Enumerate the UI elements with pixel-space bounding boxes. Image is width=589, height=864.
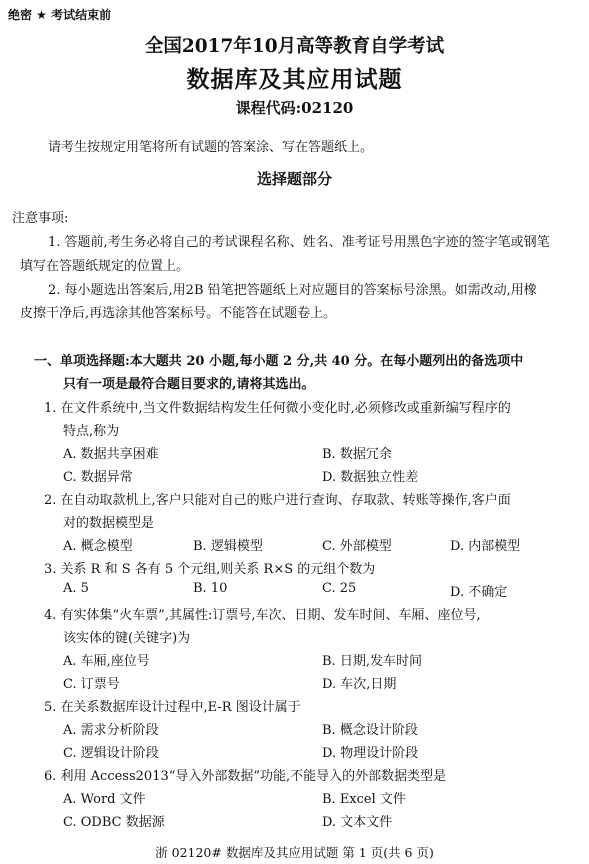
subject-title: 数据库及其应用试题 [186,66,403,93]
question-4-option-d: D. 车次,日期 [322,677,397,692]
question-6-option-d: D. 文本文件 [322,815,393,830]
question-2-stem-line-2: 对的数据模型是 [63,516,155,531]
question-3-stem: 3. 关系 R 和 S 各有 5 个元组,则关系 R×S 的元组个数为 [44,562,376,577]
question-2-stem-line-1: 2. 在自动取款机上,客户只能对自己的账户进行查询、存取款、转账等操作,客户面 [44,493,511,508]
question-5-option-c: C. 逻辑设计阶段 [63,746,159,761]
exam-title: 全国2017年10月高等教育自学考试 [144,36,445,57]
question-6-stem: 6. 利用 Access2013“导入外部数据”功能,不能导入的外部数据类型是 [44,769,447,784]
course-code: 课程代码:02120 [235,99,354,117]
question-5-option-b: B. 概念设计阶段 [322,723,418,738]
notice-item-2-line-1: 2. 每小题选出答案后,用2B 铅笔把答题纸上对应题目的答案标号涂黑。如需改动,用橡 [48,283,537,298]
question-4-option-c: C. 订票号 [63,677,120,692]
question-1-stem-line-2: 特点,称为 [63,424,120,439]
question-2-option-d: D. 内部模型 [450,539,521,554]
question-5-option-d: D. 物理设计阶段 [322,746,419,761]
question-1-stem-line-1: 1. 在文件系统中,当文件数据结构发生任何微小变化时,必须修改或重新编写程序的 [44,401,511,416]
question-3-option-b: B. 10 [193,581,228,596]
question-6-option-c: C. ODBC 数据源 [63,815,165,830]
question-2-option-a: A. 概念模型 [63,539,133,554]
page-footer: 浙 02120# 数据库及其应用试题 第 1 页(共 6 页) [155,845,434,860]
question-4-stem-line-2: 该实体的键(关键字)为 [63,631,191,646]
question-2-option-c: C. 外部模型 [322,539,392,554]
answer-instruction: 请考生按规定用笔将所有试题的答案涂、写在答题纸上。 [48,140,374,155]
question-5-option-a: A. 需求分析阶段 [63,723,159,738]
question-1-option-d: D. 数据独立性差 [322,470,419,485]
question-3-option-a: A. 5 [63,581,89,596]
question-1-option-b: B. 数据冗余 [322,447,392,462]
part-title-line-2: 只有一项是最符合题目要求的,请将其选出。 [63,377,315,392]
question-6-option-b: B. Excel 文件 [322,792,406,807]
question-1-option-a: A. 数据共享困难 [63,447,159,462]
notice-item-1-line-2: 填写在答题纸规定的位置上。 [20,259,190,274]
question-3-option-c: C. 25 [322,581,357,596]
notice-title: 注意事项: [12,211,69,226]
question-4-option-a: A. 车厢,座位号 [63,654,150,669]
notice-item-2-line-2: 皮擦干净后,再选涂其他答案标号。不能答在试题卷上。 [20,306,337,321]
question-4-stem-line-1: 4. 有实体集“火车票”,其属性:订票号,车次、日期、发车时间、车厢、座位号, [44,608,481,623]
section-title: 选择题部分 [256,170,332,188]
question-2-option-b: B. 逻辑模型 [193,539,263,554]
question-1-option-c: C. 数据异常 [63,470,133,485]
question-4-option-b: B. 日期,发车时间 [322,654,422,669]
notice-item-1-line-1: 1. 答题前,考生务必将自己的考试课程名称、姓名、准考证号用黑色字迹的签字笔或钢笔 [48,235,550,250]
question-5-stem: 5. 在关系数据库设计过程中,E-R 图设计属于 [44,700,301,715]
part-title-line-1: 一、单项选择题:本大题共 20 小题,每小题 2 分,共 40 分。在每小题列出的备选项中 [34,354,524,369]
question-6-option-a: A. Word 文件 [63,792,146,807]
question-3-option-d: D. 不确定 [450,585,508,600]
confidential-label: 绝密 ★ 考试结束前 [8,8,112,22]
